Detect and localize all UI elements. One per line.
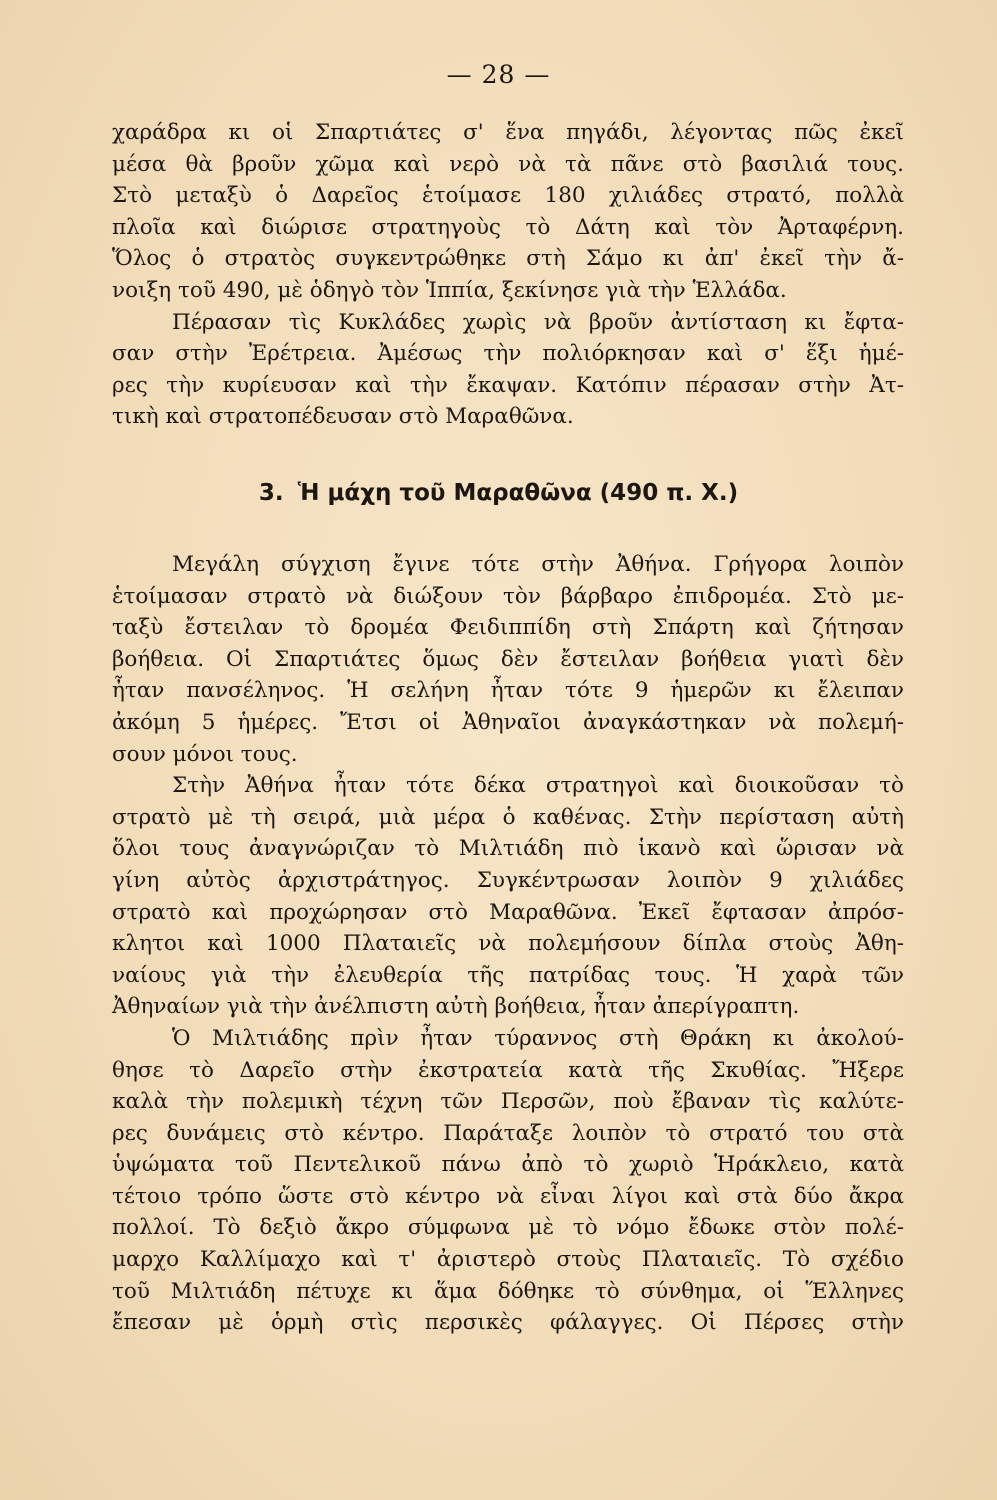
section-number: 3. <box>258 480 284 506</box>
text-line: τοῦ Μιλτιάδη πέτυχε κι ἅμα δόθηκε τὸ σύνθημα, οἱ Ἕλληνες <box>112 1278 904 1304</box>
text-block-after-heading <box>112 549 904 1339</box>
text-line: Ὁ Μιλτιάδης πρὶν ἦταν τύραννος στὴ Θράκη κι ἀκολού- <box>172 1025 904 1051</box>
text-line: γίνη αὐτὸς ἀρχιστράτηγος. Συγκέντρωσαν λοιπὸν 9 χιλιάδες <box>112 867 904 893</box>
text-line: Ἀθηναίων γιὰ τὴν ἀνέλπιστη αὐτὴ βοήθεια, ἦταν ἀπερίγραπτη. <box>112 994 800 1020</box>
paragraph <box>112 770 904 1023</box>
paragraph <box>112 549 904 770</box>
page-number: — 28 — <box>446 60 551 89</box>
paragraph <box>112 1023 904 1339</box>
text-line: ἔπεσαν μὲ ὁρμὴ στὶς περσικὲς φάλαγγες. Οἱ Πέρσες στὴν <box>112 1310 904 1336</box>
text-line: βοήθεια. Οἱ Σπαρτιάτες ὅμως δὲν ἔστειλαν βοήθεια γιατὶ δὲν <box>112 646 904 672</box>
text-line: καλὰ τὴν πολεμικὴ τέχνη τῶν Περσῶν, ποὺ ἔβαναν τὶς καλύτε- <box>112 1089 904 1115</box>
text-line: τικὴ καὶ στρατοπέδευσαν στὸ Μαραθῶνα. <box>112 404 574 430</box>
text-line: ὑψώματα τοῦ Πεντελικοῦ πάνω ἀπὸ τὸ χωριὸ Ἡράκλειο, κατὰ <box>112 1152 904 1178</box>
text-line: μαρχο Καλλίμαχο καὶ τ' ἀριστερὸ στοὺς Πλαταιεῖς. Τὸ σχέδιο <box>112 1247 904 1273</box>
text-line: ἑτοίμασαν στρατὸ νὰ διώξουν τὸν βάρβαρο ἐπιδρομέα. Στὸ με- <box>112 583 904 609</box>
text-line: σαν στὴν Ἐρέτρεια. Ἀμέσως τὴν πολιόρκησαν καὶ σ' ἕξι ἡμέ- <box>112 341 904 367</box>
text-block-before-heading <box>112 117 904 433</box>
paragraph <box>112 307 904 433</box>
text-line: θησε τὸ Δαρεῖο στὴν ἐκστρατεία κατὰ τῆς Σκυθίας. Ἤξερε <box>112 1057 904 1083</box>
section-title: Ἡ μάχη τοῦ Μαραθῶνα (490 π. Χ.) <box>297 480 739 506</box>
text-line: Στὸ μεταξὺ ὁ Δαρεῖος ἑτοίμασε 180 χιλιάδες στρατό, πολλὰ <box>112 183 904 209</box>
text-line: νοιξη τοῦ 490, μὲ ὁδηγὸ τὸν Ἱππία, ξεκίνησε γιὰ τὴν Ἑλλάδα. <box>112 277 787 303</box>
text-line: ναίους γιὰ τὴν ἐλευθερία τῆς πατρίδας τους. Ἡ χαρὰ τῶν <box>112 962 904 988</box>
text-line: πλοῖα καὶ διώρισε στρατηγοὺς τὸ Δάτη καὶ τὸν Ἀρταφέρνη. <box>112 214 904 240</box>
text-line: Πέρασαν τὶς Κυκλάδες χωρὶς νὰ βροῦν ἀντίσταση κι ἔφτα- <box>172 309 904 335</box>
text-line: ἦταν πανσέληνος. Ἡ σελήνη ἦταν τότε 9 ἡμερῶν κι ἔλειπαν <box>112 678 904 704</box>
text-line: Μεγάλη σύγχιση ἔγινε τότε στὴν Ἀθήνα. Γρήγορα λοιπὸν <box>172 552 904 577</box>
section-heading <box>0 480 997 506</box>
text-line: ταξὺ ἔστειλαν τὸ δρομέα Φειδιππίδη στὴ Σπάρτη καὶ ζήτησαν <box>112 615 904 641</box>
text-line: Ὅλος ὁ στρατὸς συγκεντρώθηκε στὴ Σάμο κι ἀπ' ἐκεῖ τὴν ἄ- <box>112 246 904 272</box>
text-line: στρατὸ μὲ τὴ σειρά, μιὰ μέρα ὁ καθένας. Στὴν περίσταση αὐτὴ <box>112 804 904 830</box>
text-line: ὅλοι τους ἀναγνώριζαν τὸ Μιλτιάδη πιὸ ἱκανὸ καὶ ὥρισαν νὰ <box>112 836 904 862</box>
text-line: ρες τὴν κυρίευσαν καὶ τὴν ἔκαψαν. Κατόπιν πέρασαν στὴν Ἀτ- <box>112 372 904 398</box>
text-line: χαράδρα κι οἱ Σπαρτιάτες σ' ἕνα πηγάδι, λέγοντας πῶς ἐκεῖ <box>112 120 904 145</box>
text-line: ρες δυνάμεις στὸ κέντρο. Παράταξε λοιπὸν τὸ στρατό του στὰ <box>112 1120 904 1146</box>
text-line: στρατὸ καὶ προχώρησαν στὸ Μαραθῶνα. Ἐκεῖ ἔφτασαν ἀπρόσ- <box>112 899 904 925</box>
text-line: τέτοιο τρόπο ὥστε στὸ κέντρο νὰ εἶναι λίγοι καὶ στὰ δύο ἄκρα <box>112 1183 904 1209</box>
text-line: κλητοι καὶ 1000 Πλαταιεῖς νὰ πολεμήσουν δίπλα στοὺς Ἀθη- <box>112 931 904 957</box>
text-line: μέσα θὰ βροῦν χῶμα καὶ νερὸ νὰ τὰ πᾶνε στὸ βασιλιά τους. <box>112 151 904 177</box>
text-line: Στὴν Ἀθήνα ἦταν τότε δέκα στρατηγοὶ καὶ διοικοῦσαν τὸ <box>172 773 904 799</box>
text-line: ἀκόμη 5 ἡμέρες. Ἔτσι οἱ Ἀθηναῖοι ἀναγκάστηκαν νὰ πολεμή- <box>112 709 904 735</box>
text-line: σουν μόνοι τους. <box>112 741 298 767</box>
text-line: πολλοί. Τὸ δεξιὸ ἄκρο σύμφωνα μὲ τὸ νόμο ἔδωκε στὸν πολέ- <box>112 1215 904 1241</box>
paragraph <box>112 117 904 307</box>
